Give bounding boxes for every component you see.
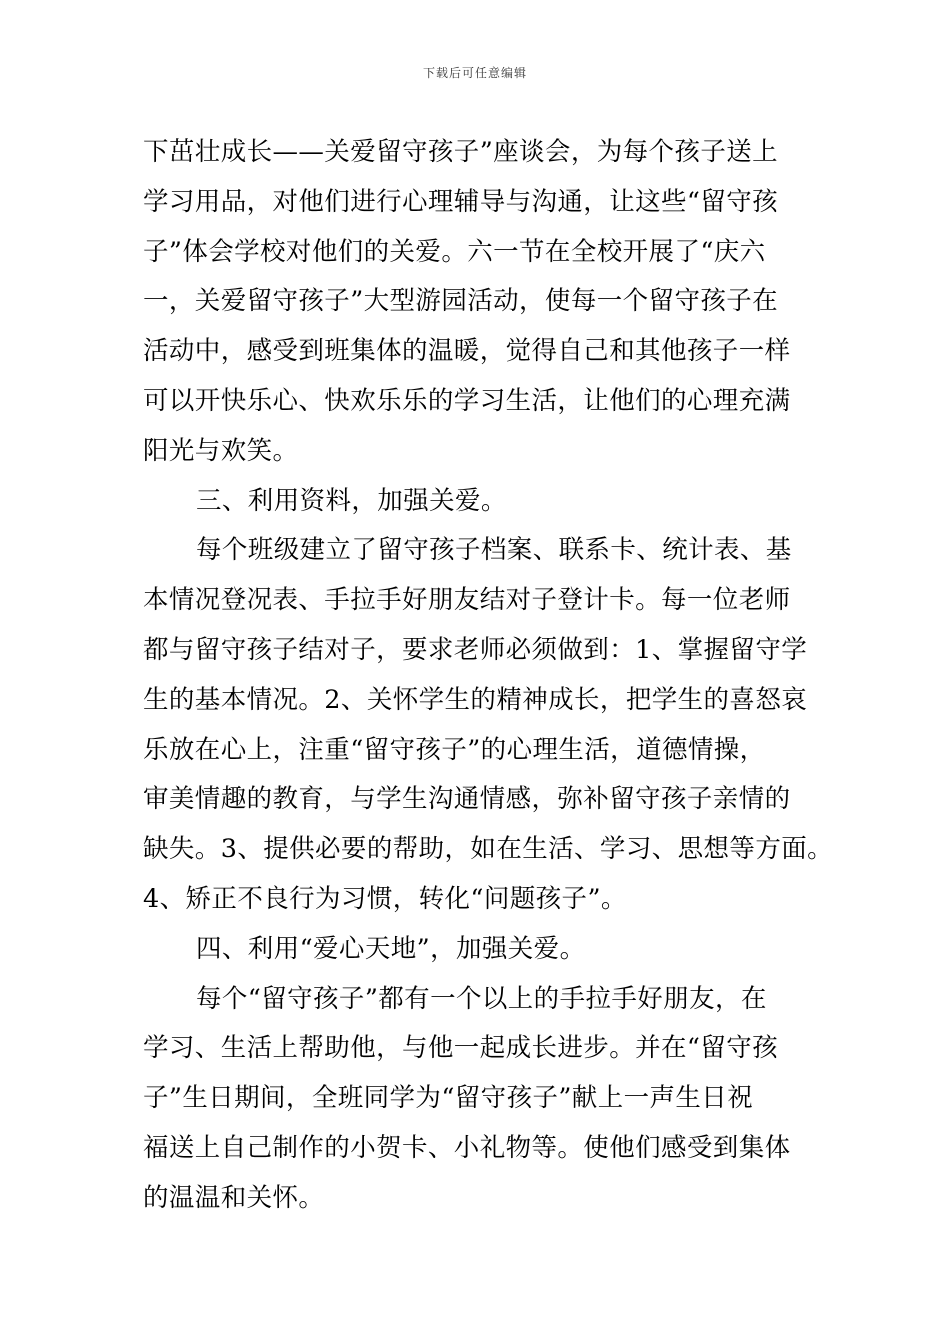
body-line: 学习、生活上帮助他，与他一起成长进步。并在“留守孩 [143,1033,779,1064]
paragraph-start-line: 每个班级建立了留守孩子档案、联系卡、统计表、基 [196,535,792,566]
body-line: 生的基本情况。2、关怀学生的精神成长，把学生的喜怒哀 [143,684,808,715]
body-line: 4、矫正不良行为习惯，转化“问题孩子”。 [143,883,627,914]
body-line: 阳光与欢笑。 [143,435,299,466]
body-line: 本情况登况表、手拉手好朋友结对子登计卡。每一位老师 [143,585,791,616]
body-line: 乐放在心上，注重“留守孩子”的心理生活，道德情操， [143,734,766,765]
paragraph-start-line: 每个“留守孩子”都有一个以上的手拉手好朋友，在 [196,983,767,1014]
page-header: 下载后可任意编辑 [422,66,527,80]
body-line: 福送上自己制作的小贺卡、小礼物等。使他们感受到集体 [143,1132,791,1163]
section-heading: 三、利用资料，加强关爱。 [196,485,507,516]
body-line: 审美情趣的教育，与学生沟通情感，弥补留守孩子亲情的 [143,784,791,815]
body-line: 一，关爱留守孩子”大型游园活动，使每一个留守孩子在 [143,286,779,317]
body-line: 子”生日期间，全班同学为“留守孩子”献上一声生日祝 [143,1083,754,1114]
body-line: 缺失。3、提供必要的帮助，如在生活、学习、思想等方面。 [143,834,834,865]
body-line: 都与留守孩子结对子，要求老师必须做到：1、掌握留守学 [143,634,808,665]
body-line: 学习用品，对他们进行心理辅导与沟通，让这些“留守孩 [143,186,779,217]
body-line: 活动中，感受到班集体的温暖，觉得自己和其他孩子一样 [143,336,791,367]
document-body [143,128,834,1224]
section-heading: 四、利用“爱心天地”，加强关爱。 [196,933,586,964]
body-line: 下茁壮成长——关爱留守孩子”座谈会，为每个孩子送上 [143,137,779,167]
body-line: 可以开快乐心、快欢乐乐的学习生活，让他们的心理充满 [143,385,791,416]
body-line: 子”体会学校对他们的关爱。六一节在全校开展了“庆六 [143,236,766,267]
body-line: 的温温和关怀。 [143,1182,325,1213]
